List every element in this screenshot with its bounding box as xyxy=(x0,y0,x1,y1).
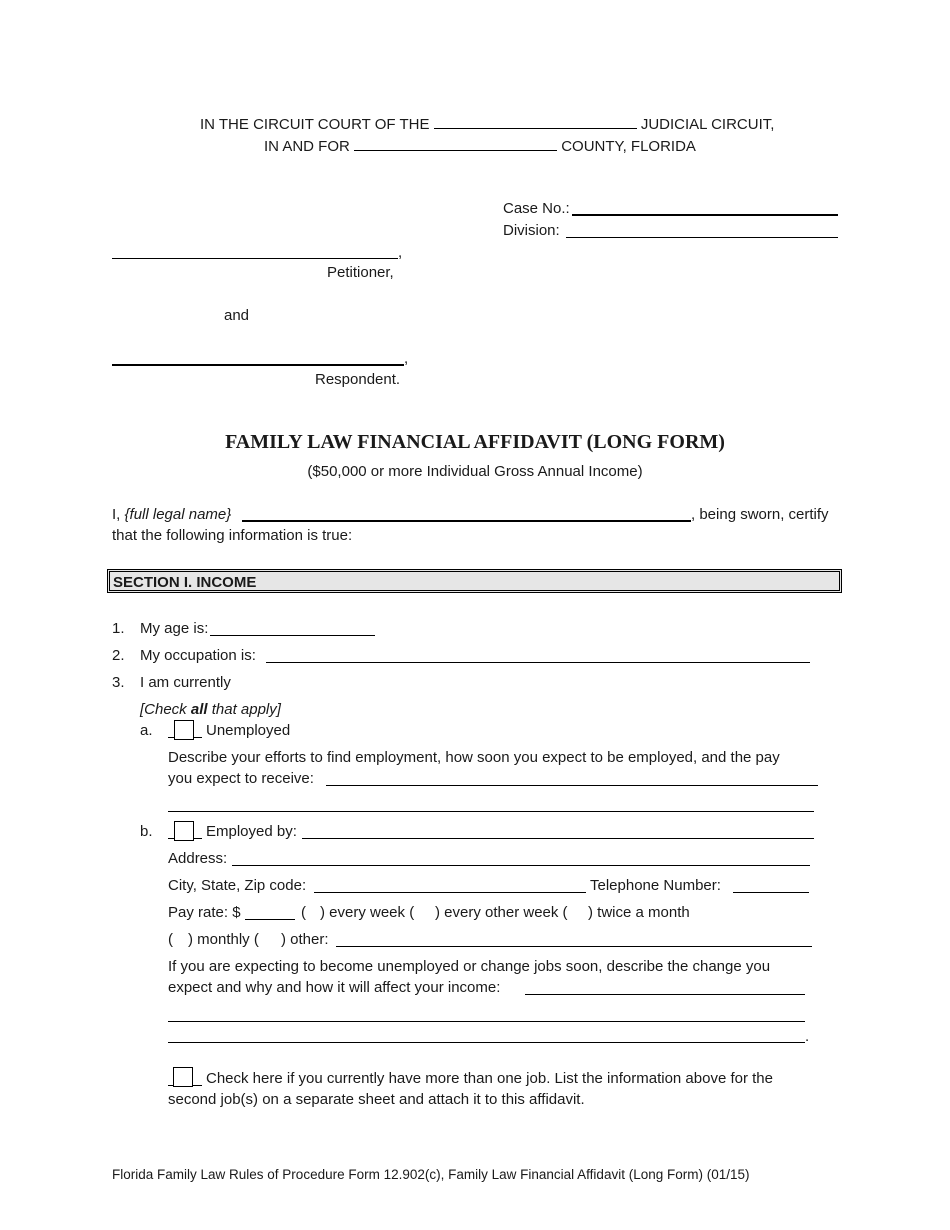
describe-field-1[interactable] xyxy=(326,785,818,786)
item-number-2: 2. xyxy=(112,647,125,664)
monthly-open[interactable]: ( xyxy=(168,931,173,948)
petitioner-comma: , xyxy=(398,244,403,261)
section-heading-text: SECTION I. INCOME xyxy=(113,574,257,591)
check-all-pre: [Check xyxy=(140,701,191,718)
describe-line-2: you expect to receive: xyxy=(168,770,314,787)
currently-label: I am currently xyxy=(140,674,231,691)
oath-suffix: , being sworn, certify xyxy=(691,506,829,523)
petitioner-field[interactable] xyxy=(112,258,398,259)
page-subtitle: ($50,000 or more Individual Gross Annual Income) xyxy=(307,463,643,480)
monthly-option[interactable]: ) monthly ( xyxy=(188,931,259,948)
city-state-zip-label: City, State, Zip code: xyxy=(168,877,307,894)
pay-rate-field[interactable] xyxy=(245,919,295,920)
employed-checkbox[interactable] xyxy=(174,821,194,842)
occupation-field[interactable] xyxy=(266,662,810,663)
case-no-field[interactable] xyxy=(572,214,838,216)
change-line-1: If you are expecting to become unemployed or change jobs soon, describe the change you xyxy=(168,958,771,975)
respondent-comma: , xyxy=(404,350,409,367)
change-period: . xyxy=(805,1028,810,1045)
oath-line-2: that the following information is true: xyxy=(112,527,353,544)
section-income-heading xyxy=(107,569,842,593)
multi-job-line-1: Check here if you currently have more than one job. List the information above for the xyxy=(206,1070,773,1087)
change-field-1[interactable] xyxy=(525,994,805,995)
item-number-3: 3. xyxy=(112,674,125,691)
letter-a: a. xyxy=(140,722,153,739)
city-state-zip-field[interactable] xyxy=(314,892,586,893)
occupation-label: My occupation is: xyxy=(140,647,256,664)
multi-job-line-2: second job(s) on a separate sheet and attach it to this affidavit. xyxy=(168,1091,585,1108)
other-option[interactable]: ) other: xyxy=(281,931,329,948)
check-all-instruction xyxy=(140,701,281,718)
full-legal-name-field[interactable] xyxy=(242,520,691,522)
court-prefix: IN THE CIRCUIT COURT OF THE xyxy=(200,116,430,133)
court-suffix: JUDICIAL CIRCUIT, xyxy=(640,116,775,133)
pay-rate-label: Pay rate: $ xyxy=(168,904,241,921)
county-suffix: COUNTY, FLORIDA xyxy=(561,138,696,155)
unemployed-checkbox[interactable] xyxy=(174,720,194,741)
check-all-bold: all xyxy=(190,701,208,718)
twice-a-month-option[interactable]: ) twice a month xyxy=(588,904,690,921)
court-line-1 xyxy=(200,114,774,133)
employer-field[interactable] xyxy=(302,838,814,839)
county-prefix: IN AND FOR xyxy=(264,138,350,155)
telephone-field[interactable] xyxy=(733,892,809,893)
age-field[interactable] xyxy=(210,635,375,636)
page-title: FAMILY LAW FINANCIAL AFFIDAVIT (LONG FORM) xyxy=(225,431,725,453)
describe-field-2[interactable] xyxy=(168,811,814,812)
change-field-2[interactable] xyxy=(168,1021,805,1022)
employed-by-label: Employed by: xyxy=(206,823,297,840)
other-field[interactable] xyxy=(336,946,812,947)
division-field[interactable] xyxy=(566,237,838,238)
change-line-2: expect and why and how it will affect your income: xyxy=(168,979,501,996)
every-week-open[interactable]: ( xyxy=(301,904,306,921)
address-label: Address: xyxy=(168,850,228,867)
age-label: My age is: xyxy=(140,620,209,637)
describe-line-1: Describe your efforts to find employment, how soon you expect to be employed, and the pay xyxy=(168,749,780,766)
and-label: and xyxy=(224,307,250,324)
letter-b: b. xyxy=(140,823,153,840)
case-no-label: Case No.: xyxy=(503,200,570,217)
every-week-option[interactable]: ) every week ( xyxy=(320,904,415,921)
judicial-circuit-field[interactable] xyxy=(434,114,637,129)
oath-prefix: I, xyxy=(112,506,121,523)
item-number-1: 1. xyxy=(112,620,125,637)
unemployed-label: Unemployed xyxy=(206,722,291,739)
respondent-field[interactable] xyxy=(112,364,404,366)
name-hint: {full legal name} xyxy=(124,506,232,523)
check-all-post: that apply] xyxy=(207,701,281,718)
oath-line-1 xyxy=(112,506,231,523)
telephone-label: Telephone Number: xyxy=(590,877,721,894)
every-other-week-option[interactable]: ) every other week ( xyxy=(435,904,568,921)
county-field[interactable] xyxy=(354,136,557,151)
court-line-2 xyxy=(264,136,696,155)
change-field-3[interactable] xyxy=(168,1042,805,1043)
respondent-label: Respondent. xyxy=(315,371,401,388)
petitioner-label: Petitioner, xyxy=(327,264,394,281)
multi-job-checkbox[interactable] xyxy=(173,1067,193,1088)
division-label: Division: xyxy=(503,222,560,239)
address-field[interactable] xyxy=(232,865,810,866)
page-footer: Florida Family Law Rules of Procedure Form 12.902(c), Family Law Financial Affidavit (Long Form) (01/15) xyxy=(112,1167,750,1182)
